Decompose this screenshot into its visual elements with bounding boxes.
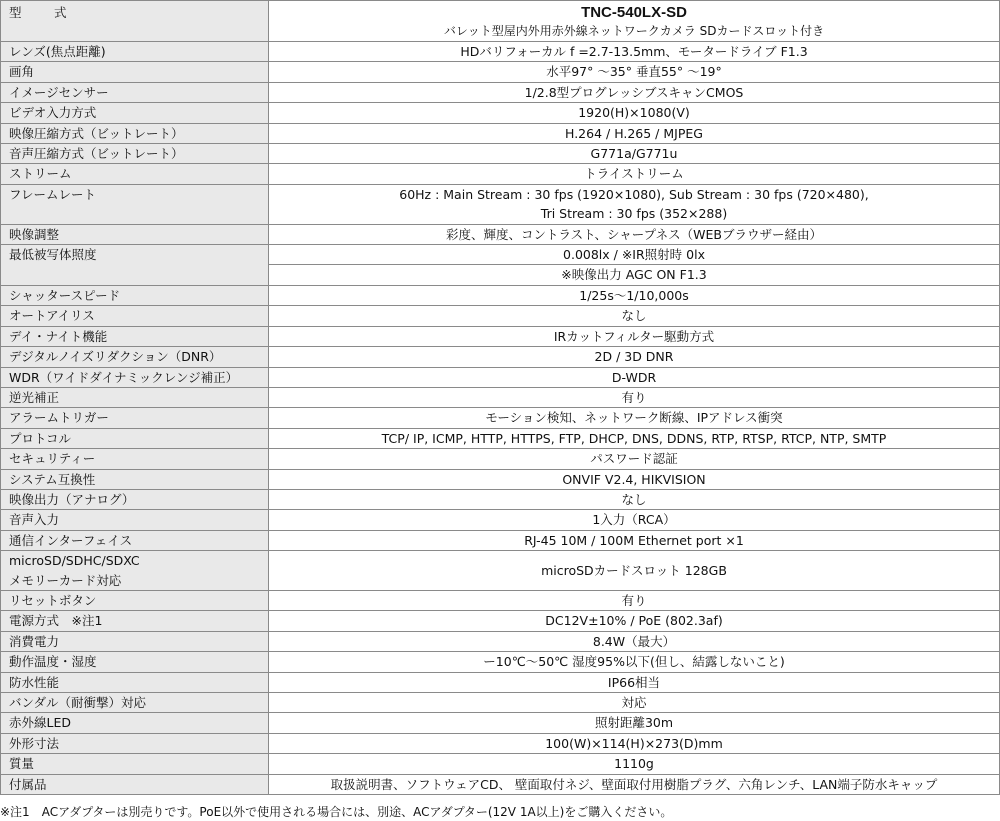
spec-row bbox=[1, 672, 1000, 692]
spec-label-line: バンダル（耐衝撃）対応 bbox=[9, 695, 147, 710]
spec-label-line: プロトコル bbox=[9, 430, 72, 446]
spec-label-line: フレームレート bbox=[9, 186, 97, 202]
spec-label-line: WDR（ワイドダイナミックレンジ補正） bbox=[9, 369, 239, 385]
spec-value-line: G771a/G771u bbox=[590, 146, 678, 162]
spec-label bbox=[1, 590, 269, 610]
spec-label bbox=[1, 530, 269, 550]
spec-label bbox=[1, 469, 269, 489]
spec-label-line: 映像調整 bbox=[9, 226, 60, 242]
spec-row bbox=[1, 489, 1000, 509]
spec-row bbox=[1, 184, 1000, 224]
spec-row bbox=[1, 551, 1000, 591]
spec-label: 最低被写体照度 bbox=[1, 245, 269, 286]
spec-value: 0.008lx / ※IR照射時 0lx bbox=[269, 245, 1000, 265]
spec-label-line: リセットボタン bbox=[9, 592, 97, 608]
spec-label-line: 通信インターフェイス bbox=[9, 532, 133, 548]
header-value bbox=[269, 1, 1000, 42]
spec-row bbox=[1, 164, 1000, 184]
header-row bbox=[1, 1, 1000, 42]
spec-value bbox=[269, 387, 1000, 407]
spec-label bbox=[1, 449, 269, 469]
spec-label-line: 付属品 bbox=[9, 776, 47, 792]
spec-row bbox=[1, 62, 1000, 82]
spec-value-line: 2D / 3D DNR bbox=[594, 349, 674, 365]
spec-label bbox=[1, 285, 269, 305]
spec-value-line: 8.4W（最大） bbox=[592, 633, 676, 649]
spec-value-line: 1110g bbox=[614, 756, 654, 772]
spec-label bbox=[1, 510, 269, 530]
spec-label-line: アラームトリガー bbox=[9, 410, 109, 426]
spec-label-line: microSD/SDHC/SDXC bbox=[9, 553, 140, 569]
model-name: TNC-540LX-SD bbox=[581, 4, 687, 21]
spec-row bbox=[1, 245, 1000, 265]
spec-value-line: ONVIF V2.4, HIKVISION bbox=[562, 471, 706, 487]
spec-row bbox=[1, 123, 1000, 143]
spec-value-line: 取扱説明書、ソフトウェアCD、 壁面取付ネジ、壁面取付用樹脂プラグ、六角レンチ、LAN端子防水キャップ bbox=[330, 776, 938, 792]
spec-label-line: 映像出力（アナログ） bbox=[9, 491, 135, 507]
spec-value-line: 有り bbox=[621, 389, 647, 405]
spec-label bbox=[1, 713, 269, 733]
spec-row bbox=[1, 82, 1000, 102]
spec-label bbox=[1, 103, 269, 123]
spec-value-line: 100(W)×114(H)×273(D)mm bbox=[545, 735, 723, 751]
spec-value bbox=[269, 551, 1000, 591]
spec-value-line: 彩度、輝度、コントラスト、シャープネス（WEBブラウザー経由） bbox=[446, 226, 822, 242]
spec-label bbox=[1, 62, 269, 82]
spec-label bbox=[1, 347, 269, 367]
spec-label bbox=[1, 164, 269, 184]
spec-value-line: モーション検知、ネットワーク断線、IPアドレス衝突 bbox=[485, 410, 783, 426]
spec-row bbox=[1, 733, 1000, 753]
spec-value bbox=[269, 774, 1000, 794]
spec-row bbox=[1, 387, 1000, 407]
spec-row bbox=[1, 530, 1000, 550]
spec-value bbox=[269, 590, 1000, 610]
spec-label bbox=[1, 428, 269, 448]
spec-label-line: 逆光補正 bbox=[9, 389, 60, 405]
spec-value bbox=[269, 693, 1000, 713]
spec-value bbox=[269, 530, 1000, 550]
spec-label-line: レンズ(焦点距離) bbox=[9, 44, 106, 59]
spec-row bbox=[1, 469, 1000, 489]
spec-value-line: IP66相当 bbox=[607, 674, 661, 690]
spec-row bbox=[1, 103, 1000, 123]
spec-label-line: 赤外線LED bbox=[9, 715, 71, 731]
spec-label bbox=[1, 326, 269, 346]
spec-value bbox=[269, 285, 1000, 305]
spec-value-line: TCP/ IP, ICMP, HTTP, HTTPS, FTP, DHCP, DNS, DDNS, RTP, RTSP, RTCP, NTP, SMTP bbox=[381, 430, 887, 446]
spec-label-line: 質量 bbox=[9, 756, 35, 772]
spec-label bbox=[1, 631, 269, 651]
spec-value bbox=[269, 62, 1000, 82]
spec-value bbox=[269, 123, 1000, 143]
spec-label bbox=[1, 123, 269, 143]
spec-label bbox=[1, 611, 269, 631]
spec-value-line: 対応 bbox=[621, 695, 647, 710]
spec-row bbox=[1, 590, 1000, 610]
spec-value-line: 60Hz : Main Stream : 30 fps (1920×1080), Sub Stream : 30 fps (720×480), bbox=[399, 186, 869, 202]
spec-label bbox=[1, 774, 269, 794]
header-label: 型 式 bbox=[1, 1, 269, 42]
spec-label-line: システム互換性 bbox=[9, 471, 96, 487]
spec-value-line: D-WDR bbox=[611, 369, 657, 385]
spec-label-line: 外形寸法 bbox=[9, 735, 60, 751]
spec-row bbox=[1, 713, 1000, 733]
spec-value bbox=[269, 82, 1000, 102]
spec-value-line: 有り bbox=[621, 592, 647, 608]
spec-label bbox=[1, 306, 269, 326]
spec-label-line: セキュリティー bbox=[9, 451, 96, 467]
spec-value-line: H.264 / H.265 / MJPEG bbox=[565, 125, 703, 141]
spec-value-line: 1/25s～1/10,000s bbox=[579, 287, 689, 303]
spec-value bbox=[269, 631, 1000, 651]
spec-label bbox=[1, 693, 269, 713]
spec-label bbox=[1, 408, 269, 428]
spec-label-line: シャッタースピード bbox=[9, 287, 121, 303]
spec-value bbox=[269, 347, 1000, 367]
spec-value-line: なし bbox=[621, 308, 647, 324]
spec-label-line: メモリーカード対応 bbox=[9, 572, 122, 588]
spec-value bbox=[269, 428, 1000, 448]
spec-value-line: トライストリーム bbox=[584, 166, 684, 182]
spec-row bbox=[1, 326, 1000, 346]
spec-row bbox=[1, 693, 1000, 713]
spec-row bbox=[1, 774, 1000, 794]
spec-label-line: 消費電力 bbox=[9, 633, 60, 649]
spec-label bbox=[1, 367, 269, 387]
spec-value bbox=[269, 184, 1000, 224]
spec-label bbox=[1, 733, 269, 753]
spec-label bbox=[1, 224, 269, 244]
spec-value bbox=[269, 510, 1000, 530]
spec-value bbox=[269, 469, 1000, 489]
spec-row bbox=[1, 285, 1000, 305]
spec-value bbox=[269, 103, 1000, 123]
spec-value bbox=[269, 306, 1000, 326]
spec-value bbox=[269, 611, 1000, 631]
spec-row bbox=[1, 367, 1000, 387]
spec-value bbox=[269, 754, 1000, 774]
spec-value-line: 1920(H)×1080(V) bbox=[578, 105, 690, 121]
spec-row bbox=[1, 611, 1000, 631]
spec-label bbox=[1, 144, 269, 164]
spec-label-line: 映像圧縮方式（ビットレート） bbox=[9, 125, 184, 141]
spec-label-line: 音声入力 bbox=[9, 512, 60, 528]
spec-value bbox=[269, 733, 1000, 753]
spec-value bbox=[269, 489, 1000, 509]
spec-value-line: RJ-45 10M / 100M Ethernet port ×1 bbox=[524, 532, 744, 548]
spec-value-line: microSDカードスロット 128GB bbox=[541, 562, 727, 578]
spec-value bbox=[269, 672, 1000, 692]
spec-label-line: 防水性能 bbox=[9, 674, 60, 690]
spec-label-line: デジタルノイズリダクション（DNR） bbox=[9, 349, 222, 365]
spec-label bbox=[1, 387, 269, 407]
spec-value-line: DC12V±10% / PoE (802.3af) bbox=[545, 613, 723, 629]
spec-label-line: ストリーム bbox=[9, 166, 72, 182]
spec-row bbox=[1, 631, 1000, 651]
spec-value bbox=[269, 326, 1000, 346]
spec-label bbox=[1, 754, 269, 774]
spec-value bbox=[269, 367, 1000, 387]
spec-label-line: デイ・ナイト機能 bbox=[9, 328, 108, 344]
spec-row bbox=[1, 428, 1000, 448]
spec-label-line: 電源方式 ※注1 bbox=[9, 613, 103, 629]
spec-value bbox=[269, 164, 1000, 184]
spec-value-line: パスワード認証 bbox=[590, 451, 678, 467]
spec-label-line: オートアイリス bbox=[9, 308, 95, 324]
spec-row bbox=[1, 449, 1000, 469]
spec-label-line: 音声圧縮方式（ビットレート） bbox=[9, 146, 184, 162]
spec-label-line: 動作温度・湿度 bbox=[9, 654, 97, 670]
spec-value-line: HDバリフォーカル f =2.7-13.5mm、モータードライブ F1.3 bbox=[460, 44, 808, 59]
spec-row bbox=[1, 408, 1000, 428]
spec-label-line: 画角 bbox=[9, 64, 35, 80]
spec-value-line: Tri Stream : 30 fps (352×288) bbox=[540, 206, 728, 222]
spec-value-line: IRカットフィルター駆動方式 bbox=[553, 328, 715, 344]
spec-value bbox=[269, 224, 1000, 244]
spec-value bbox=[269, 713, 1000, 733]
spec-value bbox=[269, 42, 1000, 62]
spec-row bbox=[1, 306, 1000, 326]
spec-value bbox=[269, 144, 1000, 164]
spec-value-line: 1/2.8型プログレッシブスキャンCMOS bbox=[524, 84, 744, 100]
spec-row bbox=[1, 510, 1000, 530]
spec-label bbox=[1, 184, 269, 224]
spec-row bbox=[1, 652, 1000, 672]
spec-label-line: ビデオ入力方式 bbox=[9, 105, 97, 121]
spec-value: ※映像出力 AGC ON F1.3 bbox=[269, 265, 1000, 285]
spec-value bbox=[269, 449, 1000, 469]
spec-row bbox=[1, 347, 1000, 367]
spec-row bbox=[1, 224, 1000, 244]
spec-label-line: イメージセンサー bbox=[9, 84, 109, 100]
spec-row bbox=[1, 754, 1000, 774]
spec-value-line: 1入力（RCA） bbox=[592, 512, 676, 528]
spec-label bbox=[1, 82, 269, 102]
spec-label bbox=[1, 551, 269, 591]
footnote: ※注1 ACアダプターは別売りです。PoE以外で使用される場合には、別途、ACアダプター(12V 1A以上)をご購入ください。 bbox=[0, 805, 673, 819]
spec-value-line: 照射距離30m bbox=[594, 715, 674, 731]
spec-row bbox=[1, 144, 1000, 164]
spec-label bbox=[1, 672, 269, 692]
spec-value bbox=[269, 652, 1000, 672]
spec-row bbox=[1, 42, 1000, 62]
spec-value bbox=[269, 408, 1000, 428]
spec-value-line: なし bbox=[621, 491, 647, 507]
spec-label bbox=[1, 652, 269, 672]
spec-value-line: ー10℃～50℃ 湿度95%以下(但し、結露しないこと) bbox=[483, 654, 785, 670]
spec-label bbox=[1, 42, 269, 62]
model-description: バレット型屋内外用赤外線ネットワークカメラ SDカードスロット付き bbox=[443, 24, 825, 38]
spec-value-line: 水平97° ～35° 垂直55° ～19° bbox=[546, 64, 722, 80]
spec-label bbox=[1, 489, 269, 509]
